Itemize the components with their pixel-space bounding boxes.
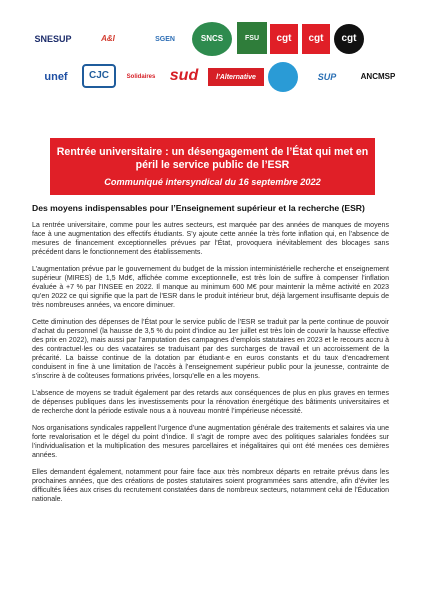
paragraph: Cette diminution des dépenses de l’État pour le service public de l’ESR se traduit par la perte continue de pouvoir d’achat du personnel (la hausse de 3,5 % du point d’indice au 1er juillet est très loin de couvrir la hausse effective des prix en 2022), mais aussi par l’amputation des campagnes d’emplois statutaires en 2023 et le recours accru à des contractuel·les ou des vacataires se traduisant par des surcharges de travail et un accroissement de la précarité. La baisse continue de la dotation par étudiant·e en euros constants et du taux d’encadrement conduisent in fine à une limitation de l’accès à l’enseignement supérieur public pour la jeunesse, contrainte de s’inscrire à de coûteuses formations privées, lorsqu’elle en a les moyens. bbox=[32, 319, 389, 380]
union-logos-strip bbox=[30, 20, 400, 120]
cjc-logo: CJC bbox=[82, 64, 116, 88]
title-banner bbox=[50, 138, 375, 195]
paragraph: Elles demandent également, notamment pour faire face aux très nombreux départs en retraite prévus dans les prochaines années, que des créations de postes statutaires soient programmées sans attendre, afin d’éviter les difficultés liées aux crises du recrutement constatées dans de nombreux secteurs, notamment celui de l’Éducation nationale. bbox=[32, 469, 389, 503]
sup-recherche-logo: SUP bbox=[302, 66, 352, 88]
document-body bbox=[32, 203, 389, 512]
paragraph: La rentrée universitaire, comme pour les autres secteurs, est marquée par des années de manques de moyens face à une augmentation des effectifs étudiants. S’y ajoute cette année la très forte inflation qui, en l’absence de mesures de financement exceptionnelles prévues par l’État, provoquera inévitablement des blocages sans précédent dans le fonctionnement des établissements. bbox=[32, 222, 389, 256]
cgt-logo-2: cgt bbox=[302, 24, 330, 54]
alternative-logo: l'Alternative bbox=[208, 68, 264, 86]
ancmsp-logo: ANCMSP bbox=[356, 66, 400, 88]
orientation-logo bbox=[268, 62, 298, 92]
snesup-logo: SNESUP bbox=[32, 28, 74, 50]
sud-logo: sud bbox=[164, 62, 204, 90]
unef-logo: unef bbox=[36, 66, 76, 88]
paragraph: L’augmentation prévue par le gouvernement du budget de la mission interministérielle recherche et enseignement supérieur (MIRES) de 1,5 Md€, affichée comme exceptionnelle, est très loin de suffire à compenser l’inflation évaluée à +7 % par l’INSEE en 2022. Il manque au minimum 600 M€ pour maintenir la même activité en 2023 qu’en 2022 ce qui signifie que la part de l’ESR dans le produit intérieur brut, déjà largement insuffisante depuis de très nombreuses années, va encore diminuer. bbox=[32, 266, 389, 309]
sncs-logo: SNCS bbox=[192, 22, 232, 56]
document-title: Rentrée universitaire : un désengagement de l’État qui met en péril le service public de l’ESR bbox=[56, 146, 369, 171]
fsu-logo: FSU bbox=[237, 22, 267, 54]
cgt-logo-3: cgt bbox=[334, 24, 364, 54]
section-heading: Des moyens indispensables pour l’Enseignement supérieur et la recherche (ESR) bbox=[32, 203, 365, 213]
paragraph: L’absence de moyens se traduit également par des retards aux conséquences de plus en plus graves en termes de dépenses publiques dans les investissements pour la rénovation énergétique des bâtiments universitaires et de recherche dont la période estivale nous a à nouveau montré l’impérieuse nécessité. bbox=[32, 390, 389, 415]
snasub-logo: A&I bbox=[82, 28, 134, 50]
document-subtitle: Communiqué intersyndical du 16 septembre 2022 bbox=[104, 177, 321, 187]
paragraph: Nos organisations syndicales rappellent l’urgence d’une augmentation générale des traitements et salaires via une forte revalorisation et le dégel du point d’indice. Il s’agit de rompre avec des politiques salariales fondées sur l’individualisation et la multiplication des mesures parcellaires et inégalitaires qui ont été menées ces dernières années. bbox=[32, 425, 389, 459]
sgen-logo: SGEN bbox=[144, 28, 186, 50]
solidaires-logo: Solidaires bbox=[122, 64, 160, 90]
cgt-logo-1: cgt bbox=[270, 24, 298, 54]
